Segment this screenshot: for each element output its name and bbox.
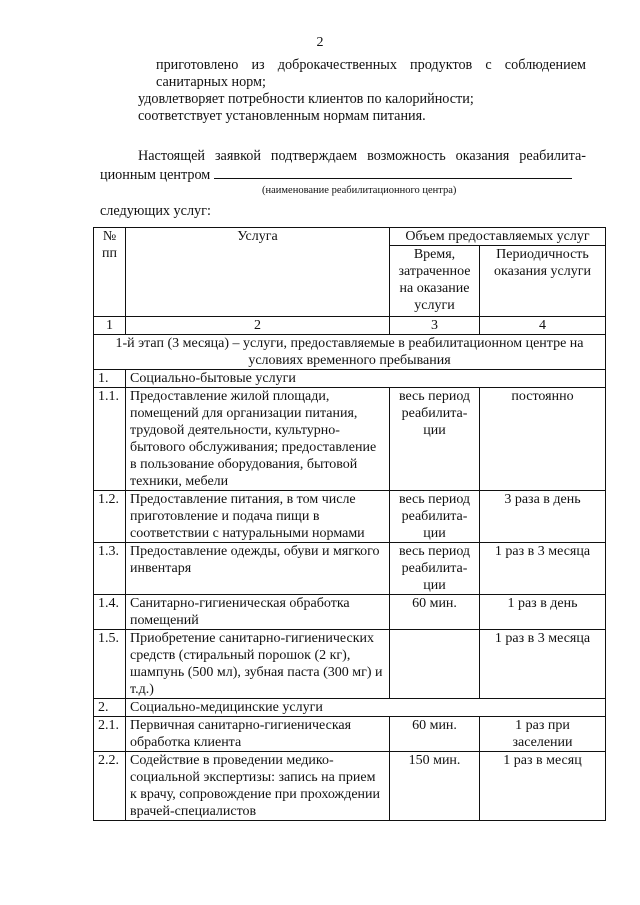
- section-row: [94, 370, 606, 388]
- row-service: Приобретение санитарно-гигиенических средств (стиральный порошок (2 кг), шампунь (500 мл), зубная паста (300 мг) и т.д.): [126, 630, 390, 699]
- header-row: [94, 228, 606, 246]
- row-frequency: 1 раз в 3 месяца: [480, 543, 606, 595]
- page-number: 2: [316, 35, 324, 50]
- row-service: Санитарно-гигиеническая обработка помещений: [126, 595, 390, 630]
- row-service: Содействие в проведении медико-социальной экспертизы: запись на прием к врачу, сопровождение при прохождении врачей-специалистов: [126, 752, 390, 821]
- intro-line-2: санитарных норм;: [156, 74, 266, 90]
- row-time: весь период реабилита-ции: [390, 388, 480, 491]
- col-number: 1: [94, 317, 126, 335]
- row-number: 1.4.: [94, 595, 126, 630]
- intro-line-3: удовлетворяет потребности клиентов по калорийности;: [138, 91, 474, 107]
- row-frequency: 1 раз в день: [480, 595, 606, 630]
- col-number: 4: [480, 317, 606, 335]
- intro-text: [138, 57, 586, 125]
- intro-line-1: приготовлено из доброкачественных продуктов с соблюдением: [156, 57, 586, 73]
- section-row: [94, 699, 606, 717]
- row-time: весь период реабилита-ции: [390, 491, 480, 543]
- declaration-line-2: [100, 165, 586, 184]
- header-frequency: Периодичность оказания услуги: [480, 246, 606, 317]
- row-time: весь период реабилита-ции: [390, 543, 480, 595]
- section-number: 1.: [94, 370, 126, 388]
- row-number: 2.2.: [94, 752, 126, 821]
- services-table: [93, 227, 606, 821]
- row-time: [390, 630, 480, 699]
- intro-line-4: соответствует установленным нормам питания.: [138, 108, 426, 124]
- row-time: 60 мин.: [390, 717, 480, 752]
- stage-title: 1-й этап (3 месяца) – услуги, предоставляемые в реабилитационном центре на условиях временного пребывания: [94, 335, 606, 370]
- row-frequency: 1 раз в месяц: [480, 752, 606, 821]
- declaration: [100, 148, 586, 220]
- header-time: Время, затраченное на оказание услуги: [390, 246, 480, 317]
- row-number: 1.5.: [94, 630, 126, 699]
- row-frequency: 1 раз в 3 месяца: [480, 630, 606, 699]
- declaration-line-1: Настоящей заявкой подтверждаем возможность оказания реабилита-: [138, 148, 586, 164]
- declaration-line-2-text: ционным центром: [100, 167, 211, 183]
- table-row: [94, 752, 606, 821]
- row-service: Предоставление питания, в том числе приготовление и подача пищи в соответствии с натуральными нормами: [126, 491, 390, 543]
- header-service: Услуга: [126, 228, 390, 317]
- center-name-caption: (наименование реабилитационного центра): [262, 185, 457, 196]
- row-frequency: 1 раз при заселении: [480, 717, 606, 752]
- row-service: Предоставление одежды, обуви и мягкого инвентаря: [126, 543, 390, 595]
- row-number: 1.2.: [94, 491, 126, 543]
- services-table-body: [94, 228, 606, 821]
- declaration-line-3: следующих услуг:: [100, 203, 211, 219]
- table-row: [94, 717, 606, 752]
- row-number: 1.1.: [94, 388, 126, 491]
- col-number: 3: [390, 317, 480, 335]
- header-num: № пп: [94, 228, 126, 317]
- row-frequency: 3 раза в день: [480, 491, 606, 543]
- table-row: [94, 491, 606, 543]
- column-number-row: [94, 317, 606, 335]
- table-row: [94, 595, 606, 630]
- row-number: 1.3.: [94, 543, 126, 595]
- row-service: Первичная санитарно-гигиеническая обработка клиента: [126, 717, 390, 752]
- header-volume: Объем предоставляемых услуг: [390, 228, 606, 246]
- section-title: Социально-бытовые услуги: [126, 370, 606, 388]
- table-row: [94, 388, 606, 491]
- section-title: Социально-медицинские услуги: [126, 699, 606, 717]
- row-frequency: постоянно: [480, 388, 606, 491]
- row-service: Предоставление жилой площади, помещений для организации питания, трудовой деятельности, культурно-бытового обслуживания; предоставление в пользование оборудования, бытовой техники, мебели: [126, 388, 390, 491]
- table-row: [94, 630, 606, 699]
- center-name-blank[interactable]: [214, 165, 572, 179]
- row-number: 2.1.: [94, 717, 126, 752]
- row-time: 60 мин.: [390, 595, 480, 630]
- stage-row: [94, 335, 606, 370]
- row-time: 150 мин.: [390, 752, 480, 821]
- col-number: 2: [126, 317, 390, 335]
- table-row: [94, 543, 606, 595]
- section-number: 2.: [94, 699, 126, 717]
